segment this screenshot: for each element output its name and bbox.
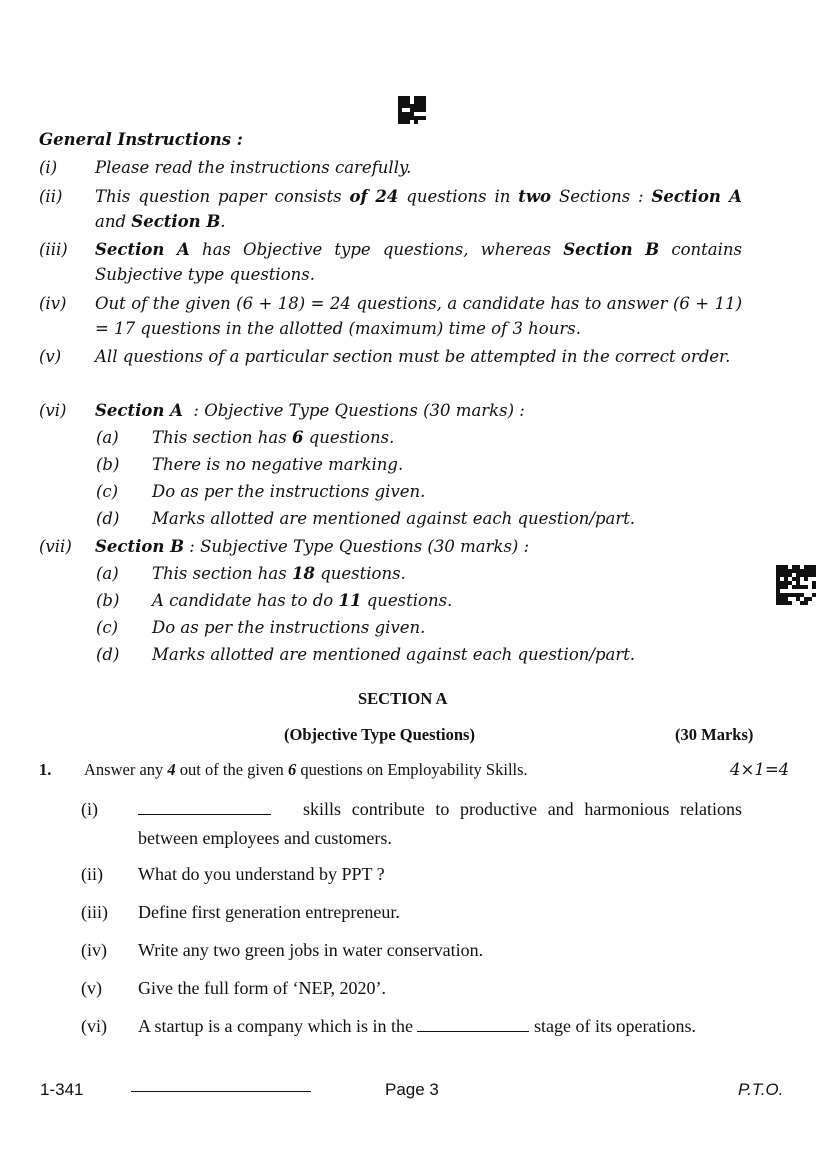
instruction-number: (ii)	[39, 187, 63, 206]
part-text: A startup is a company which is in the stage of its operations.	[138, 1016, 696, 1036]
instruction-number: (vi)	[39, 401, 67, 420]
sub-text: A candidate has to do 11 questions.	[152, 591, 453, 610]
instruction-number: (iii)	[39, 240, 68, 259]
part-text: Give the full form of ‘NEP, 2020’.	[138, 978, 386, 998]
instruction-number: (vii)	[39, 537, 72, 556]
part-text: Define first generation entrepreneur.	[138, 902, 400, 922]
sub-number: (a)	[96, 428, 119, 447]
sub-number: (c)	[96, 482, 119, 501]
part-number: (iv)	[81, 940, 107, 960]
sub-number: (c)	[96, 618, 119, 637]
part-number: (vi)	[81, 1016, 107, 1036]
part-text: What do you understand by PPT ?	[138, 864, 385, 884]
sub-text: There is no negative marking.	[152, 455, 404, 474]
pto-label: P.T.O.	[738, 1080, 784, 1099]
instruction-text: All questions of a particular section must be attempted in the correct order.	[95, 347, 731, 366]
part-text: skills contribute to productive and harmonious relations between employees and customers.	[138, 799, 743, 848]
sub-number: (d)	[96, 645, 120, 664]
general-instructions-heading: General Instructions :	[39, 130, 243, 149]
section-a-instruction: Section A : Objective Type Questions (30 marks) :	[95, 401, 525, 420]
part-text: Write any two green jobs in water conservation.	[138, 940, 484, 960]
sub-text: This section has 6 questions.	[152, 428, 395, 447]
instruction-text: Out of the given (6 + 18) = 24 questions, a candidate has to answer (6 + 11) = 17 questions in the allotted (maximum) time of 3 hours.	[95, 294, 743, 338]
sub-text: Marks allotted are mentioned against each question/part.	[152, 509, 636, 528]
section-subtitle: (Objective Type Questions)	[284, 725, 475, 744]
part-number: (i)	[81, 799, 98, 819]
qr-code-top	[398, 96, 426, 124]
part-number: (iii)	[81, 902, 108, 922]
instruction-text: Please read the instructions carefully.	[95, 158, 412, 177]
sub-text: Do as per the instructions given.	[152, 482, 426, 501]
question-text: Answer any 4 out of the given 6 questions on Employability Skills.	[84, 760, 528, 779]
qr-module	[422, 120, 426, 124]
sub-number: (a)	[96, 564, 119, 583]
instruction-text: This question paper consists of 24 questions in two Sections : Section A and Section B.	[95, 187, 742, 231]
sub-number: (b)	[96, 591, 120, 610]
qr-module	[812, 601, 816, 605]
question-marks: 4×1=4	[730, 760, 790, 779]
sub-text: Do as per the instructions given.	[152, 618, 426, 637]
paper-code: 1-341	[40, 1080, 84, 1099]
instruction-number: (iv)	[39, 294, 67, 313]
instruction-text: Section A has Objective type questions, whereas Section B contains Subjective type questions.	[95, 240, 742, 284]
instruction-number: (i)	[39, 158, 58, 177]
fill-blank	[417, 1017, 529, 1032]
sub-text: Marks allotted are mentioned against each question/part.	[152, 645, 636, 664]
part-number: (ii)	[81, 864, 103, 884]
sub-text: This section has 18 questions.	[152, 564, 406, 583]
footer-rule	[131, 1091, 311, 1092]
instruction-number: (v)	[39, 347, 62, 366]
fill-blank	[138, 800, 271, 815]
part-number: (v)	[81, 978, 102, 998]
sub-number: (b)	[96, 455, 120, 474]
section-title: SECTION A	[358, 689, 448, 708]
question-number: 1.	[39, 760, 52, 779]
sub-number: (d)	[96, 509, 120, 528]
section-b-instruction: Section B : Subjective Type Questions (30 marks) :	[95, 537, 530, 556]
page-number: Page 3	[385, 1080, 439, 1099]
qr-code-side	[776, 565, 816, 605]
section-marks: (30 Marks)	[675, 725, 754, 744]
